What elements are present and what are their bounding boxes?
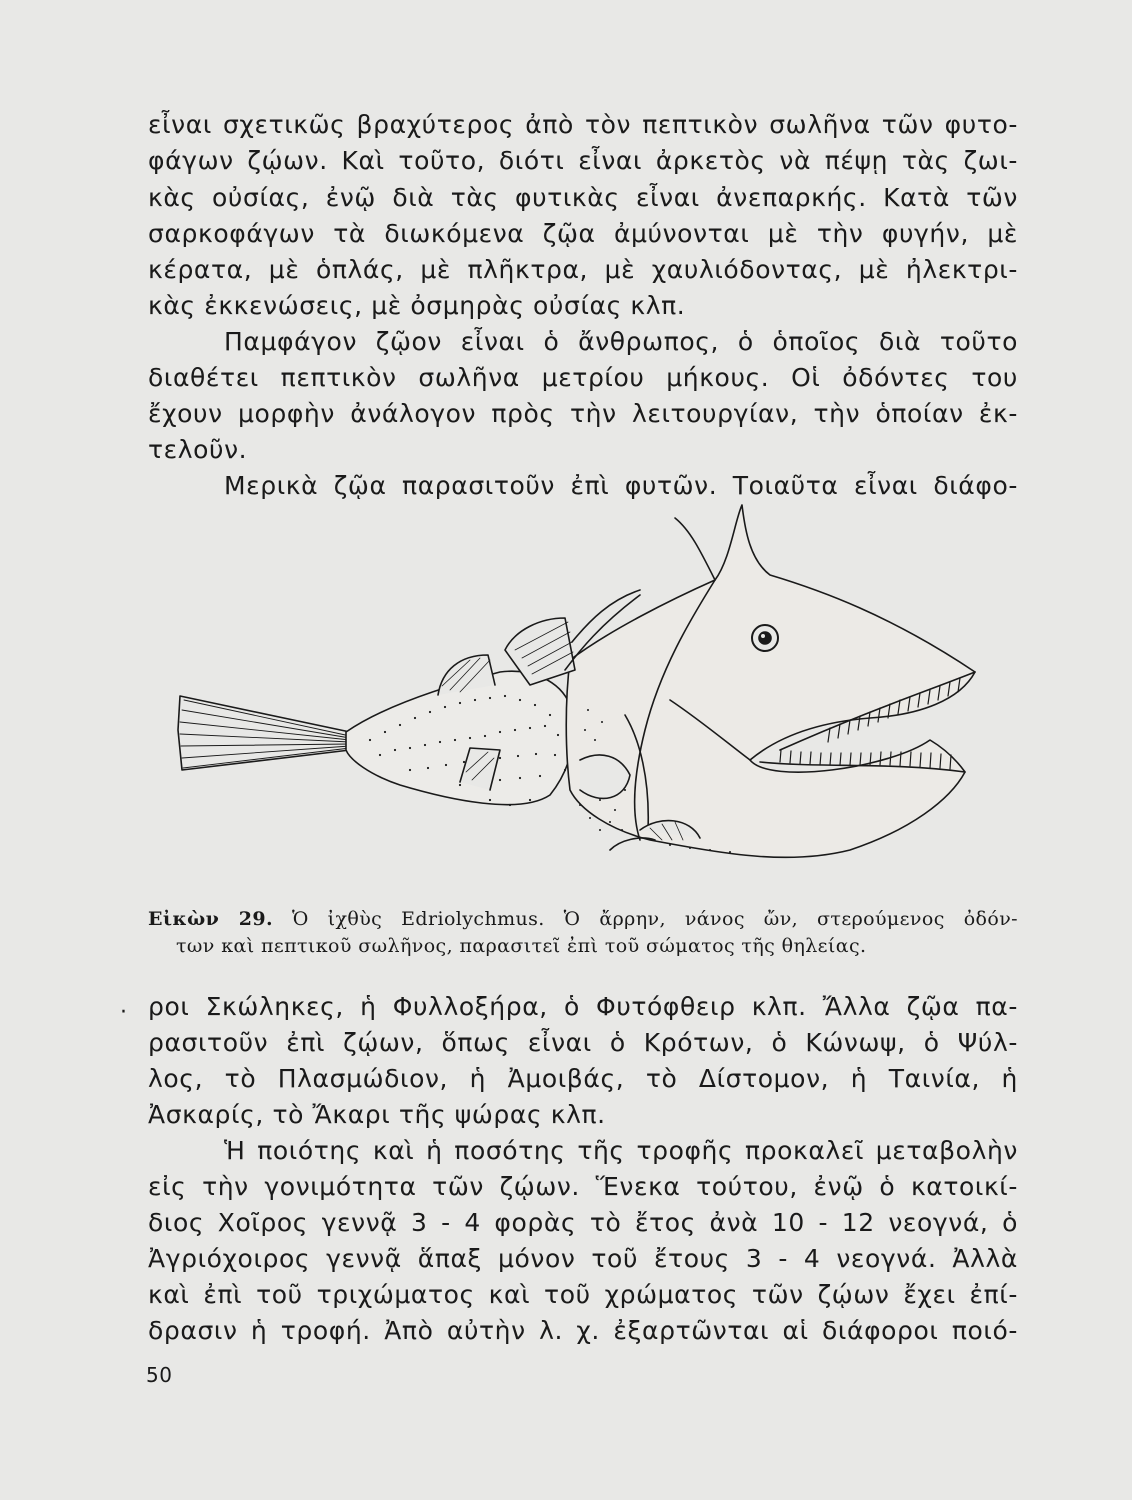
text-line: ρασιτοῦν ἐπὶ ζῴων, ὅπως εἶναι ὁ Κρότων, ὁ Κώνωψ, ὁ Ψύλ-	[148, 1028, 1018, 1057]
text-line: κὰς οὐσίας, ἐνῷ διὰ τὰς φυτικὰς εἶναι ἀνεπαρκής. Κατὰ τῶν	[148, 183, 1018, 212]
figure-caption	[148, 905, 1018, 933]
text-line: Ἀσκαρίς, τὸ Ἄκαρι τῆς ψώρας κλπ.	[148, 1100, 606, 1129]
text-line: Ἀγριόχοιρος γεννᾷ ἅπαξ μόνον τοῦ ἔτους 3 - 4 νεογνά. Ἀλλὰ	[148, 1244, 1018, 1273]
text-line: λος, τὸ Πλασμώδιον, ἡ Ἀμοιβάς, τὸ Δίστομον, ἡ Ταινία, ἡ	[148, 1064, 1018, 1093]
text-line: Μερικὰ ζῷα παρασιτοῦν ἐπὶ φυτῶν. Τοιαῦτα εἶναι διάφο-	[224, 471, 1018, 500]
text-line: Ἡ ποιότης καὶ ἡ ποσότης τῆς τροφῆς προκαλεῖ μεταβολὴν	[224, 1136, 1018, 1165]
figure-label: Εἰκὼν 29.	[148, 908, 273, 930]
text-line: καὶ ἐπὶ τοῦ τριχώματος καὶ τοῦ χρώματος τῶν ζῴων ἔχει ἐπί-	[148, 1280, 1018, 1309]
text-line: σαρκοφάγων τὰ διωκόμενα ζῷα ἀμύνονται μὲ τὴν φυγήν, μὲ	[148, 219, 1018, 248]
text-line: φάγων ζῴων. Καὶ τοῦτο, διότι εἶναι ἀρκετὸς νὰ πέψῃ τὰς ζωι-	[148, 146, 1018, 175]
text-line: τελοῦν.	[148, 435, 248, 464]
text-line: ροι Σκώληκες, ἡ Φυλλοξήρα, ὁ Φυτόφθειρ κλπ. Ἄλλα ζῷα πα-	[148, 992, 1018, 1021]
page-number: 50	[146, 1363, 173, 1387]
text-line: κέρατα, μὲ ὁπλάς, μὲ πλῆκτρα, μὲ χαυλιόδοντας, μὲ ἠλεκτρι-	[148, 255, 1018, 284]
text-line: κὰς ἐκκενώσεις, μὲ ὀσμηρὰς οὐσίας κλπ.	[148, 291, 686, 320]
text-line: διος Χοῖρος γεννᾷ 3 - 4 φορὰς τὸ ἔτος ἀνὰ 10 - 12 νεογνά, ὁ	[148, 1208, 1018, 1237]
text-line: διαθέτει πεπτικὸν σωλῆνα μετρίου μήκους. Οἱ ὀδόντες του	[148, 363, 1018, 392]
figure-caption-line: των καὶ πεπτικοῦ σωλῆνος, παρασιτεῖ ἐπὶ τοῦ σώματος τῆς θηλείας.	[176, 935, 867, 957]
text-line: ἔχουν μορφὴν ἀνάλογον πρὸς τὴν λειτουργίαν, τὴν ὁποίαν ἐκ-	[148, 399, 1018, 428]
text-line: δρασιν ἡ τροφή. Ἀπὸ αὐτὴν λ. χ. ἐξαρτῶνται αἱ διάφοροι ποιό-	[148, 1316, 1018, 1345]
figure-caption-text: Ὁ ἰχθὺς Edriolychmus. Ὁ ἄρρην, νάνος ὤν, στερούμενος ὀδόν-	[291, 908, 1018, 930]
text-line: εἶναι σχετικῶς βραχύτερος ἀπὸ τὸν πεπτικὸν σωλῆνα τῶν φυτο-	[148, 110, 1018, 139]
text-line: εἰς τὴν γονιμότητα τῶν ζῴων. Ἕνεκα τούτου, ἐνῷ ὁ κατοικί-	[148, 1172, 1018, 1201]
text-line: Παμφάγον ζῷον εἶναι ὁ ἄνθρωπος, ὁ ὁποῖος διὰ τοῦτο	[224, 327, 1018, 356]
anglerfish-illustration	[170, 500, 990, 890]
margin-mark: ·	[120, 1000, 127, 1025]
